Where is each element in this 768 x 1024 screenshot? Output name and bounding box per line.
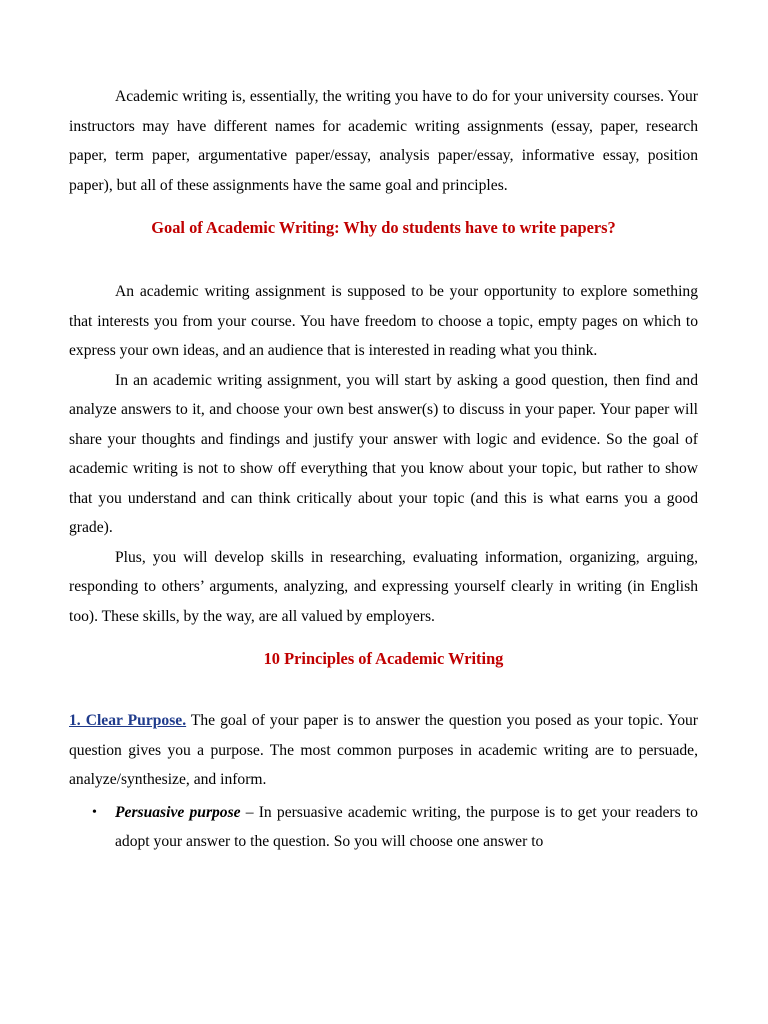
list-item [69,798,698,857]
purpose-bullet-list [69,798,698,857]
goal-heading: Goal of Academic Writing: Why do students have to write papers? [151,218,616,237]
principle-1-paragraph [69,706,698,795]
goal-paragraph-3: Plus, you will develop skills in researching, evaluating information, organizing, arguing, responding to others’ arguments, analyzing, and expressing yourself clearly in writing (in English too). These skills, by the way, are all valued by employers. [69,548,698,625]
principle-1-text: The goal of your paper is to answer the question you posed as your topic. Your question gives you a purpose. The most common purposes in academic writing are to persuade, analyze/synthesize, and inform. [69,712,698,788]
bullet-text: – In persuasive academic writing, the purpose is to get your readers to adopt your answer to the question. So you will choose one answer to [115,803,698,850]
bullet-icon: • [92,804,97,820]
goal-paragraph-1: An academic writing assignment is supposed to be your opportunity to explore something that interests you from your course. You have freedom to choose a topic, empty pages on which to express your own ideas, and an audience that is interested in reading what you think. [69,283,698,359]
principle-1-title: 1. Clear Purpose. [69,712,187,729]
document-page [69,82,698,857]
goal-paragraph-2: In an academic writing assignment, you will start by asking a good question, then find and analyze answers to it, and choose your own best answer(s) to discuss in your paper. Your paper will share your thoughts and findings and justify your answer with logic and evidence. So the goal of academic writing is not to show off everything that you know about your topic, but rather to show that you understand and can think critically about your topic (and this is what earns you a good grade). [69,371,698,536]
principles-heading: 10 Principles of Academic Writing [263,649,504,668]
intro-paragraph: Academic writing is, essentially, the writing you have to do for your university courses. Your instructors may have different names for academic writing assignments (essay, paper, research paper, term paper, argumentative paper/essay, analysis paper/essay, informative essay, position paper), but all of these assignments have the same goal and principles. [69,88,698,194]
bullet-term: Persuasive purpose [115,803,241,821]
